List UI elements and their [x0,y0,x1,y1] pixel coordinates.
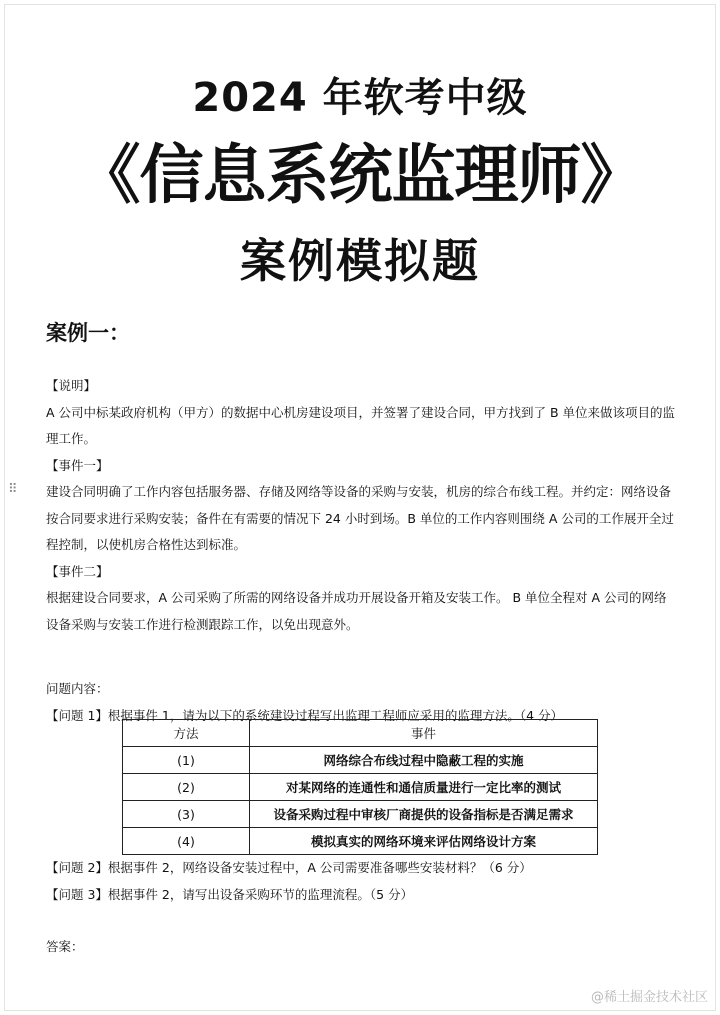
table-row [123,774,598,801]
table-row [123,747,598,774]
table-row [123,801,598,828]
table-cell-event: 模拟真实的网络环境来评估网络设计方案 [250,828,598,855]
case-body [46,373,676,729]
method-event-table [122,719,598,855]
answer-label: 答案： [46,939,84,954]
description-label: 【说明】 [46,378,97,393]
questions-2-3 [46,854,676,908]
table-cell-method: (1) [123,747,250,774]
table-cell-method: (3) [123,801,250,828]
table-cell-event: 网络综合布线过程中隐蔽工程的实施 [250,747,598,774]
table-header-row [123,720,598,747]
table-cell-method: (2) [123,774,250,801]
title-case-mock: 案例模拟题 [240,234,480,288]
question-1: 【问题 1】根据事件 1，请为以下的系统建设过程写出监理工程师应采用的监理方法。（4 分） [46,707,564,723]
description-text: A 公司中标某政府机构（甲方）的数据中心机房建设项目，并签署了建设合同，甲方找到了 B 单位来做该项目的监理工作。 [46,404,676,446]
table-cell-event: 设备采购过程中审核厂商提供的设备指标是否满足需求 [250,801,598,828]
case-one-heading: 案例一： [46,321,130,345]
title-year-level: 2024 年软考中级 [192,75,528,121]
event1-text: 建设合同明确了工作内容包括服务器、存储及网络等设备的采购与安装，机房的综合布线工程。并约定：网络设备按合同要求进行采购安装；备件在有需要的情况下 24 小时到场。B 单位的工作内容则围绕 A 公司的工作展开全过程控制，以使机房合格性达到标准。 [46,484,674,552]
table-cell-event: 对某网络的连通性和通信质量进行一定比率的测试 [250,774,598,801]
title-exam-name: 《信息系统监理师》 [76,139,644,213]
event2-text: 根据建设合同要求，A 公司采购了所需的网络设备并成功开展设备开箱及安装工作。 B 单位全程对 A 公司的网络设备采购与安装工作进行检测跟踪工作，以免出现意外。 [46,590,667,632]
event1-label: 【事件一】 [46,457,109,473]
table-cell-method: (4) [123,828,250,855]
table-header-event: 事件 [250,720,598,747]
question-3: 【问题 3】根据事件 2，请写出设备采购环节的监理流程。（5 分） [46,887,414,902]
table-header-method: 方法 [123,720,250,747]
watermark: @稀土掘金技术社区 [590,990,708,1005]
table-row [123,828,598,855]
event2-label: 【事件二】 [46,563,109,579]
questions-section-label: 问题内容： [46,681,109,696]
question-2: 【问题 2】根据事件 2，网络设备安装过程中，A 公司需要准备哪些安装材料？（6 分） [46,860,532,875]
drag-handle-icon[interactable]: ⠿ [8,482,16,497]
